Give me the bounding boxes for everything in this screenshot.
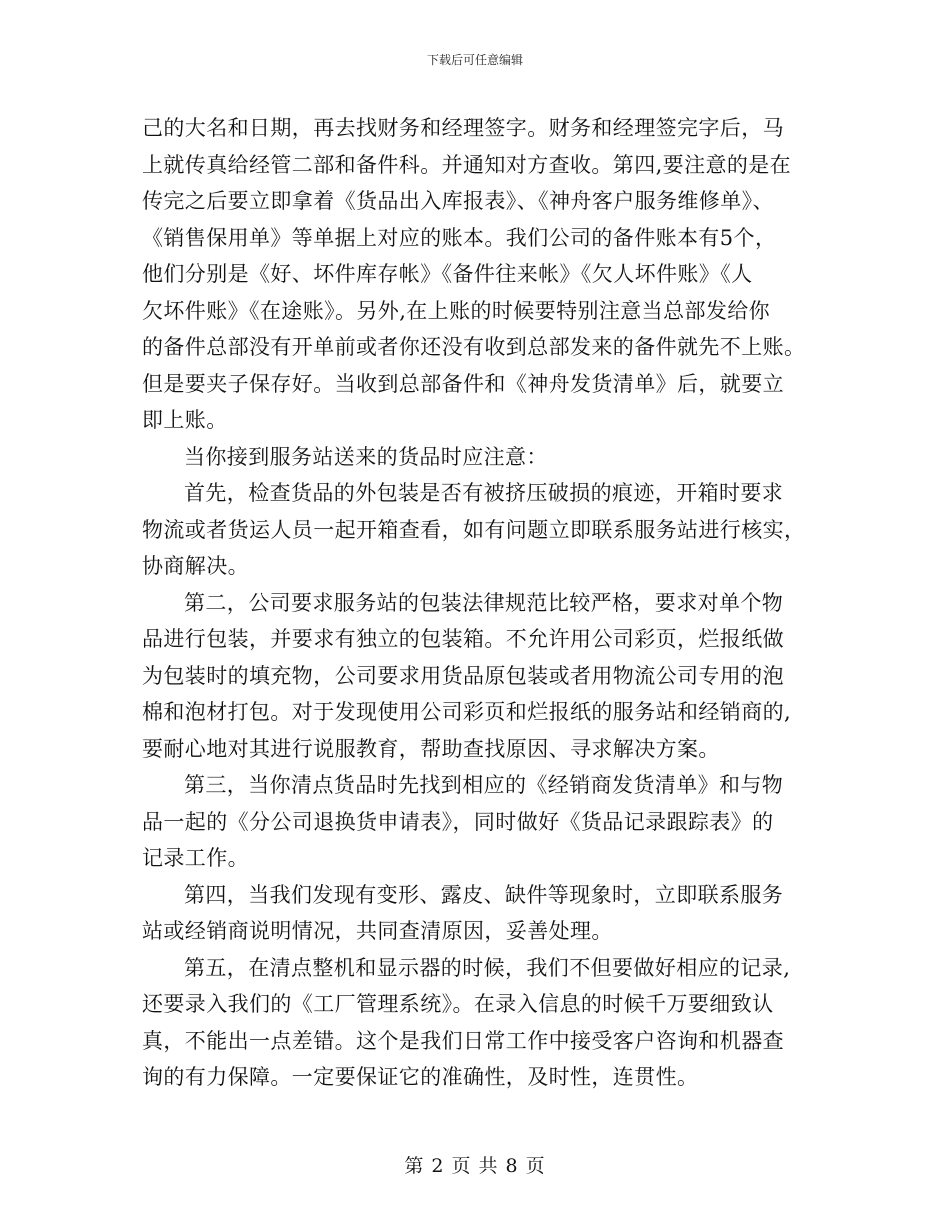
text-line: 传完之后要立即拿着《货品出入库报表》、《神舟客户服务维修单》、 bbox=[142, 189, 774, 213]
document-body bbox=[142, 110, 810, 1096]
text-line: 己的大名和日期，再去找财务和经理签字。财务和经理签完字后，马 bbox=[142, 116, 784, 140]
page-header: 下载后可任意编辑 bbox=[426, 53, 523, 67]
text-line: 物流或者货运人员一起开箱查看，如有问题立即联系服务站进行核实， bbox=[142, 517, 806, 542]
text-line: 他们分别是《好、坏件库存帐》《备件往来帐》《欠人坏件账》《人 bbox=[142, 262, 753, 286]
paragraph-first-line: 第二，公司要求服务站的包装法律规范比较严格，要求对单个物 bbox=[184, 590, 784, 615]
paragraph-first-line: 第四，当我们发现有变形、露皮、缺件等现象时，立即联系服务 bbox=[184, 882, 784, 907]
text-line: 《销售保用单》等单据上对应的账本。我们公司的备件账本有5个， bbox=[142, 225, 777, 250]
text-line: 站或经销商说明情况，共同查清原因，妥善处理。 bbox=[142, 919, 613, 943]
text-line: 品进行包装，并要求有独立的包装箱。不允许用公司彩页，烂报纸做 bbox=[142, 627, 784, 651]
text-line: 即上账。 bbox=[142, 408, 228, 432]
text-line: 真，不能出一点差错。这个是我们日常工作中接受客户咨询和机器查 bbox=[142, 1028, 784, 1053]
paragraph-first-line: 首先，检查货品的外包装是否有被挤压破损的痕迹，开箱时要求 bbox=[184, 481, 784, 505]
text-line: 上就传真给经管二部和备件科。并通知对方查收。第四,要注意的是在 bbox=[142, 152, 792, 177]
text-line: 协商解决。 bbox=[142, 554, 249, 578]
paragraph-first-line: 当你接到服务站送来的货品时应注意： bbox=[184, 444, 548, 469]
paragraph-first-line: 第三，当你清点货品时先找到相应的《经销商发货清单》和与物 bbox=[184, 773, 784, 797]
text-line: 还要录入我们的《工厂管理系统》。在录入信息的时候千万要细致认 bbox=[142, 992, 774, 1016]
text-line: 但是要夹子保存好。当收到总部备件和《神舟发货清单》后，就要立 bbox=[142, 371, 784, 396]
text-line: 为包装时的填充物，公司要求用货品原包装或者用物流公司专用的泡 bbox=[142, 663, 784, 688]
text-line: 棉和泡材打包。对于发现使用公司彩页和烂报纸的服务站和经销商的, bbox=[142, 700, 792, 724]
paragraph-first-line: 第五，在清点整机和显示器的时候，我们不但要做好相应的记录, bbox=[184, 955, 791, 980]
text-line: 的备件总部没有开单前或者你还没有收到总部发来的备件就先不上账。 bbox=[142, 335, 806, 359]
text-line: 记录工作。 bbox=[142, 846, 249, 870]
text-line: 询的有力保障。一定要保证它的准确性，及时性，连贯性。 bbox=[142, 1065, 699, 1089]
text-line: 欠坏件账》《在途账》。另外,在上账的时候要特别注意当总部发给你 bbox=[142, 298, 771, 323]
text-line: 要耐心地对其进行说服教育，帮助查找原因、寻求解决方案。 bbox=[142, 736, 720, 761]
text-line: 品一起的《分公司退换货申请表》，同时做好《货品记录跟踪表》的 bbox=[142, 809, 774, 834]
page-number-footer: 第 2 页 共 8 页 bbox=[404, 1155, 546, 1177]
